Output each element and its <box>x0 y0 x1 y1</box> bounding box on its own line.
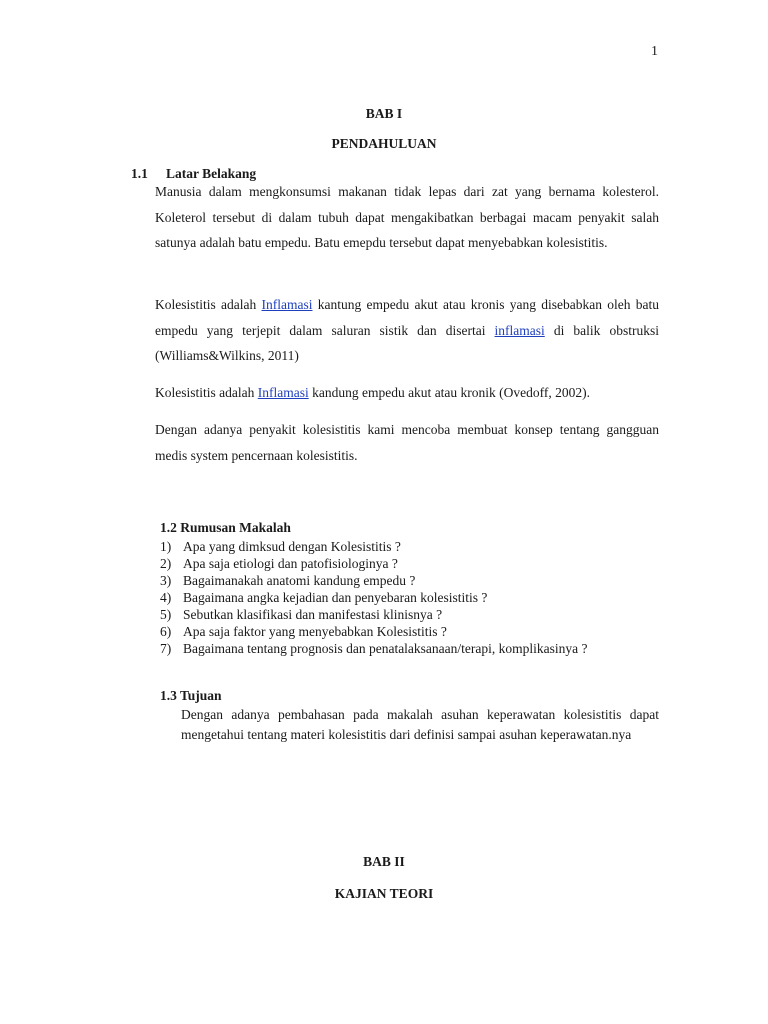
section-title: Latar Belakang <box>166 166 257 181</box>
list-item <box>160 572 680 589</box>
paragraph-text: Manusia dalam mengkonsumsi makanan tidak lepas dari zat yang bernama kolesterol. Koleterol tersebut di dalam tubuh dapat mengakibatkan berbagai macam penyakit salah satunya adalah batu empedu. Batu emepdu tersebut dapat menyebabkan kolesistitis. <box>155 184 659 250</box>
page-number: 1 <box>651 44 658 59</box>
paragraph-latar-belakang-4 <box>155 417 659 468</box>
chapter-subtitle: PENDAHULUAN <box>331 136 437 151</box>
paragraph-latar-belakang-1 <box>155 179 659 256</box>
list-number: 1) <box>160 539 172 554</box>
list-item <box>160 606 680 623</box>
paragraph-text: Kolesistitis adalah <box>155 385 258 400</box>
chapter-title: BAB I <box>365 106 403 121</box>
paragraph-text: kantung empedu akut atau kronis yang disebabkan oleh batu empedu yang terjepit dalam saluran sistik dan disertai <box>155 297 660 338</box>
list-text: Bagaimana tentang prognosis dan penatalaksanaan/terapi, komplikasinya ? <box>183 641 588 656</box>
inflamasi-link[interactable]: inflamasi <box>494 322 545 338</box>
section-heading-rumusan: 1.2 Rumusan Makalah <box>160 520 291 535</box>
list-item <box>160 640 680 657</box>
rumusan-list <box>160 538 680 657</box>
list-number: 3) <box>160 573 172 588</box>
list-text: Bagaimanakah anatomi kandung empedu ? <box>183 573 416 588</box>
list-item <box>160 623 680 640</box>
inflamasi-link[interactable]: Inflamasi <box>261 297 313 312</box>
list-number: 7) <box>160 641 172 656</box>
paragraph-latar-belakang-2 <box>155 292 659 369</box>
paragraph-text: kandung empedu akut atau kronik (Ovedoff, 2002). <box>308 385 591 400</box>
list-number: 5) <box>160 607 172 622</box>
list-item <box>160 589 680 606</box>
list-text: Apa saja faktor yang menyebabkan Kolesistitis ? <box>183 624 447 639</box>
list-item <box>160 555 680 572</box>
chapter-subtitle: KAJIAN TEORI <box>334 886 434 901</box>
paragraph-text: di balik obstruksi (Williams&Wilkins, 2011) <box>155 322 660 363</box>
inflamasi-link[interactable]: Inflamasi <box>257 385 309 400</box>
paragraph-tujuan: Dengan adanya pembahasan pada makalah asuhan keperawatan kolesistitis dapat mengetahui tentang materi kolesistitis dari definisi sampai asuhan keperawatan.nya <box>181 707 659 742</box>
list-number: 4) <box>160 590 172 605</box>
paragraph-latar-belakang-3 <box>155 380 659 406</box>
list-text: Bagaimana angka kejadian dan penyebaran kolesistitis ? <box>183 590 488 605</box>
section-number: 1.1 <box>131 166 148 181</box>
paragraph-text: Kolesistitis adalah <box>155 297 262 312</box>
list-text: Apa yang dimksud dengan Kolesistitis ? <box>183 539 401 554</box>
paragraph-text: Dengan adanya penyakit kolesistitis kami mencoba membuat konsep tentang gangguan medis system pencernaan kolesistitis. <box>155 422 659 463</box>
list-text: Apa saja etiologi dan patofisiologinya ? <box>183 556 398 571</box>
list-text: Sebutkan klasifikasi dan manifestasi klinisnya ? <box>183 607 443 622</box>
section-heading-tujuan: 1.3 Tujuan <box>160 688 222 703</box>
chapter-title: BAB II <box>363 854 405 869</box>
list-item <box>160 538 680 555</box>
list-number: 6) <box>160 624 172 639</box>
list-number: 2) <box>160 556 172 571</box>
